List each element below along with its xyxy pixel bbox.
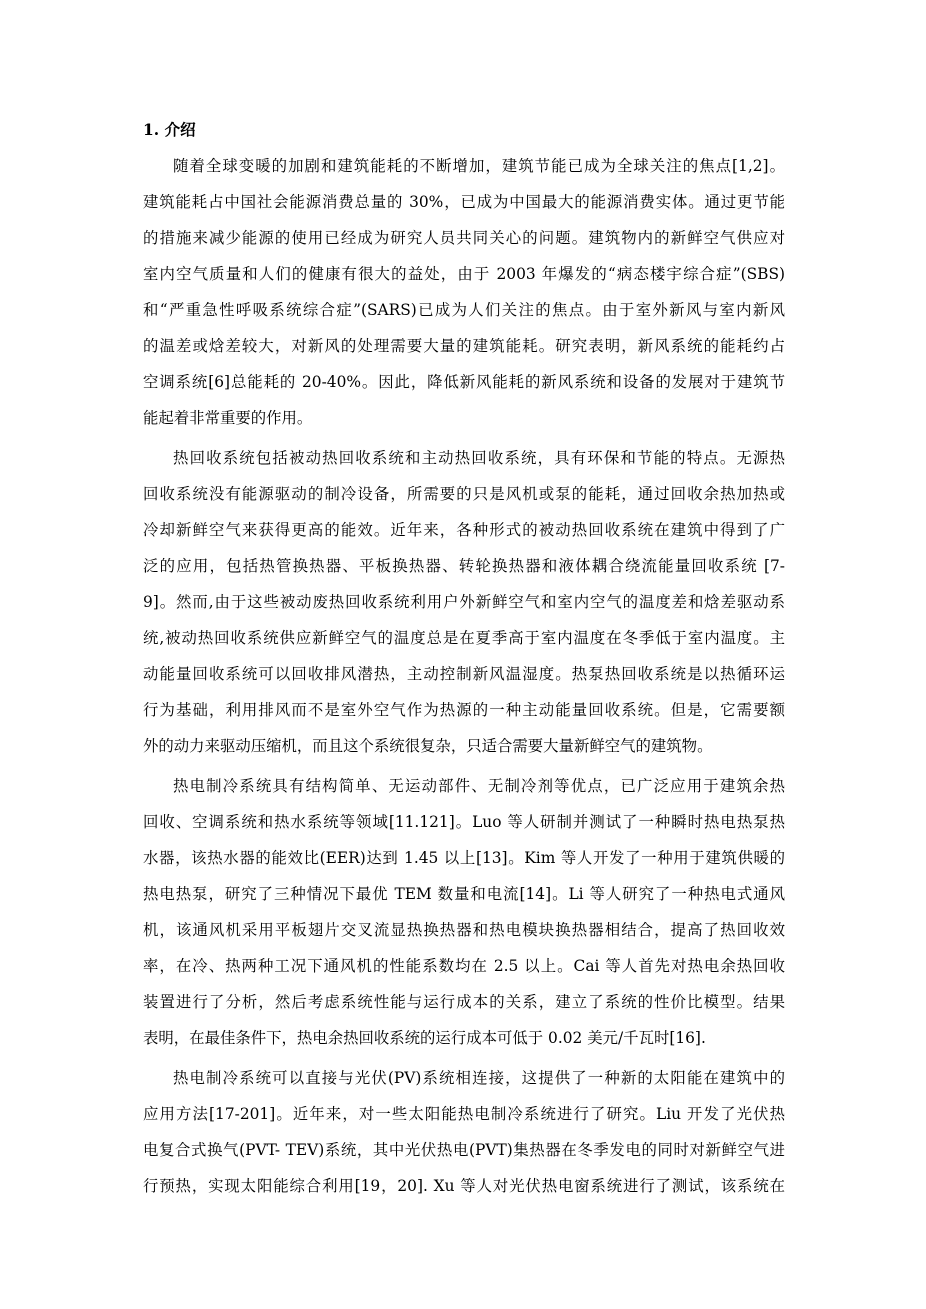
text-line: 率，在冷、热两种工况下通风机的性能系数均在 2.5 以上。Cai 等人首先对热电余热回收 — [143, 957, 785, 975]
section-heading: 1. 介绍 — [143, 120, 196, 139]
text-line: 外的动力来驱动压缩机，而且这个系统很复杂，只适合需要大量新鲜空气的建筑物。 — [143, 737, 713, 755]
text-line: 的温差或焓差较大，对新风的处理需要大量的建筑能耗。研究表明，新风系统的能耗约占 — [143, 337, 785, 355]
text-line: 热回收系统包括被动热回收系统和主动热回收系统，具有环保和节能的特点。无源热 — [173, 449, 785, 467]
text-line: 热电制冷系统可以直接与光伏(PV)系统相连接，这提供了一种新的太阳能在建筑中的 — [173, 1069, 785, 1087]
text-line: 电复合式换气(PVT- TEV)系统，其中光伏热电(PVT)集热器在冬季发电的同时对新鲜空气进 — [143, 1141, 785, 1159]
text-line: 的措施来减少能源的使用已经成为研究人员共同关心的问题。建筑物内的新鲜空气供应对 — [143, 229, 785, 247]
text-line: 建筑能耗占中国社会能源消费总量的 30%，已成为中国最大的能源消费实体。通过更节能 — [143, 193, 785, 211]
text-line: 空调系统[6]总能耗的 20-40%。因此，降低新风能耗的新风系统和设备的发展对于建筑节 — [143, 373, 785, 391]
text-line: 行为基础，利用排风而不是室外空气作为热源的一种主动能量回收系统。但是，它需要额 — [143, 701, 785, 719]
text-line: 随着全球变暖的加剧和建筑能耗的不断增加，建筑节能已成为全球关注的焦点[1,2]。 — [173, 157, 785, 175]
text-line: 泛的应用，包括热管换热器、平板换热器、转轮换热器和液体耦合绕流能量回收系统 [7- — [143, 557, 785, 575]
text-line: 表明，在最佳条件下，热电余热回收系统的运行成本可低于 0.02 美元/千瓦时[16]. — [143, 1029, 706, 1047]
text-line: 9]。然而,由于这些被动废热回收系统利用户外新鲜空气和室内空气的温度差和焓差驱动系 — [143, 593, 785, 611]
text-line: 和“严重急性呼吸系统综合症”(SARS)已成为人们关注的焦点。由于室外新风与室内新风 — [143, 301, 785, 319]
text-line: 热电热泵，研究了三种情况下最优 TEM 数量和电流[14]。Li 等人研究了一种热电式通风 — [143, 885, 785, 903]
text-line: 动能量回收系统可以回收排风潜热，主动控制新风温湿度。热泵热回收系统是以热循环运 — [143, 665, 785, 683]
text-line: 水器，该热水器的能效比(EER)达到 1.45 以上[13]。Kim 等人开发了一种用于建筑供暖的 — [143, 849, 785, 867]
text-line: 行预热，实现太阳能综合利用[19，20]. Xu 等人对光伏热电窗系统进行了测试，该系统在 — [143, 1177, 785, 1195]
text-line: 冷却新鲜空气来获得更高的能效。近年来，各种形式的被动热回收系统在建筑中得到了广 — [143, 521, 785, 539]
text-line: 能起着非常重要的作用。 — [143, 409, 313, 427]
text-line: 统,被动热回收系统供应新鲜空气的温度总是在夏季高于室内温度在冬季低于室内温度。主 — [143, 629, 785, 647]
text-line: 热电制冷系统具有结构简单、无运动部件、无制冷剂等优点，已广泛应用于建筑余热 — [173, 777, 785, 795]
text-line: 回收系统没有能源驱动的制冷设备，所需要的只是风机或泵的能耗，通过回收余热加热或 — [143, 485, 785, 503]
text-line: 装置进行了分析，然后考虑系统性能与运行成本的关系，建立了系统的性价比模型。结果 — [143, 993, 785, 1011]
text-line: 应用方法[17-201]。近年来，对一些太阳能热电制冷系统进行了研究。Liu 开发了光伏热 — [143, 1105, 785, 1123]
text-line: 回收、空调系统和热水系统等领域[11.121]。Luo 等人研制并测试了一种瞬时热电热泵热 — [143, 813, 785, 831]
text-line: 室内空气质量和人们的健康有很大的益处，由于 2003 年爆发的“病态楼宇综合症”(SBS) — [143, 265, 785, 283]
text-line: 机，该通风机采用平板翅片交叉流显热换热器和热电模块换热器相结合，提高了热回收效 — [143, 921, 785, 939]
